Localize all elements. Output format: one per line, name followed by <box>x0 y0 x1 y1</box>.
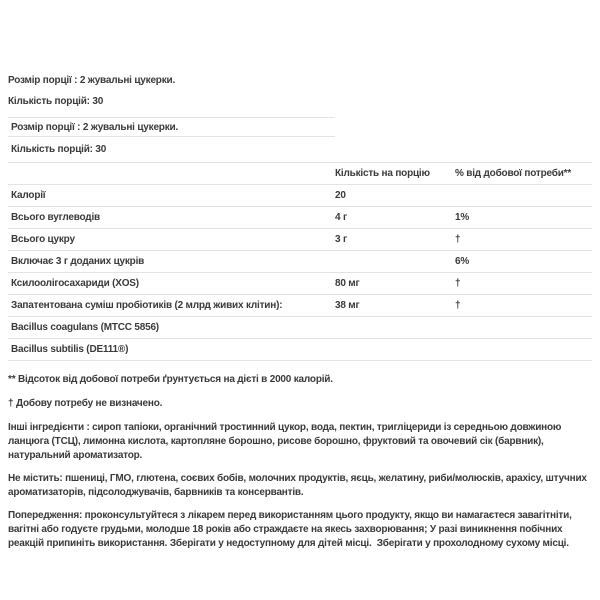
nutrient-label: Запатентована суміш пробіотиків (2 млрд живих клітин): <box>8 295 335 317</box>
table-row <box>8 251 592 273</box>
table-row <box>8 339 592 361</box>
table-row-serving-size <box>8 118 592 137</box>
amount-value <box>335 339 455 361</box>
table-row <box>8 317 592 339</box>
amount-value: 38 мг <box>335 295 455 317</box>
col-header-amount: Кількість на порцію <box>335 163 455 185</box>
daily-value: 1% <box>455 207 592 229</box>
nutrient-label: Всього цукру <box>8 229 335 251</box>
serving-size-text: Розмір порції : 2 жувальні цукерки. <box>8 75 176 86</box>
allergen-free-text: Не містить: пшениці, ГМО, глютена, соєвих бобів, молочних продуктів, яєць, желатину, риби/молюсків, арахісу, штучних ароматизаторів, підсолоджувачів, барвників та консервантів. <box>8 473 590 498</box>
nutrient-label: Bacillus coagulans (MTCC 5856) <box>8 317 335 339</box>
amount-value: 20 <box>335 185 455 207</box>
amount-value <box>335 317 455 339</box>
table-row <box>8 229 592 251</box>
daily-value-footnote: ** Відсоток від добової потреби ґрунтується на дієті в 2000 калорій. <box>8 374 333 385</box>
dagger-footnote: † Добову потребу не визначено. <box>8 398 163 409</box>
daily-value: † <box>455 229 592 251</box>
daily-value: † <box>455 295 592 317</box>
nutrient-label: Bacillus subtilis (DE111®) <box>8 339 335 361</box>
amount-value: 4 г <box>335 207 455 229</box>
nutrient-label: Включає 3 г доданих цукрів <box>8 251 335 273</box>
table-row <box>8 185 592 207</box>
nutrient-label: Ксилоолігосахариди (XOS) <box>8 273 335 295</box>
nutrient-label: Калорії <box>8 185 335 207</box>
daily-value: † <box>455 273 592 295</box>
nutrient-label: Всього вуглеводів <box>8 207 335 229</box>
daily-value: 6% <box>455 251 592 273</box>
table-row-servings <box>8 137 592 163</box>
daily-value <box>455 317 592 339</box>
empty-cell <box>455 137 592 163</box>
amount-value <box>335 251 455 273</box>
table-row <box>8 273 592 295</box>
servings-count-text: Кількість порцій: 30 <box>8 96 104 107</box>
amount-value: 3 г <box>335 229 455 251</box>
table-header-row <box>8 163 592 185</box>
other-ingredients-text: Інші інгредієнти : сироп тапіоки, органічний тростинний цукор, вода, пектин, тригліцериди із середньою довжиною ланцюга (ТСЦ), лимонна кислота, картопляне борошно, рисове борошно, фруктовий та овочевий сік (барвник), натуральний ароматизатор. <box>8 422 564 461</box>
amount-value: 80 мг <box>335 273 455 295</box>
daily-value <box>455 185 592 207</box>
warning-text: Попередження: проконсультуйтеся з лікарем перед використанням цього продукту, якщо ви намагаєтеся завагітніти, вагітні або годуєте грудьми, молодше 18 років або страждаєте на якесь захворювання; У разі виникнення побічних реакцій припиніть використання. Зберігати у недоступному для дітей місці. Зберігати у прохолодному сухому місці. <box>8 510 575 549</box>
daily-value <box>455 339 592 361</box>
empty-cell <box>335 118 455 137</box>
empty-cell <box>455 118 592 137</box>
empty-cell <box>8 163 335 185</box>
col-header-daily-value: % від добової потреби** <box>455 163 592 185</box>
table-row <box>8 295 592 317</box>
serving-size-cell: Розмір порції : 2 жувальні цукерки. <box>8 118 335 137</box>
table-row <box>8 207 592 229</box>
servings-cell: Кількість порцій: 30 <box>8 137 335 163</box>
supplement-facts-table <box>8 117 592 361</box>
empty-cell <box>335 137 455 163</box>
